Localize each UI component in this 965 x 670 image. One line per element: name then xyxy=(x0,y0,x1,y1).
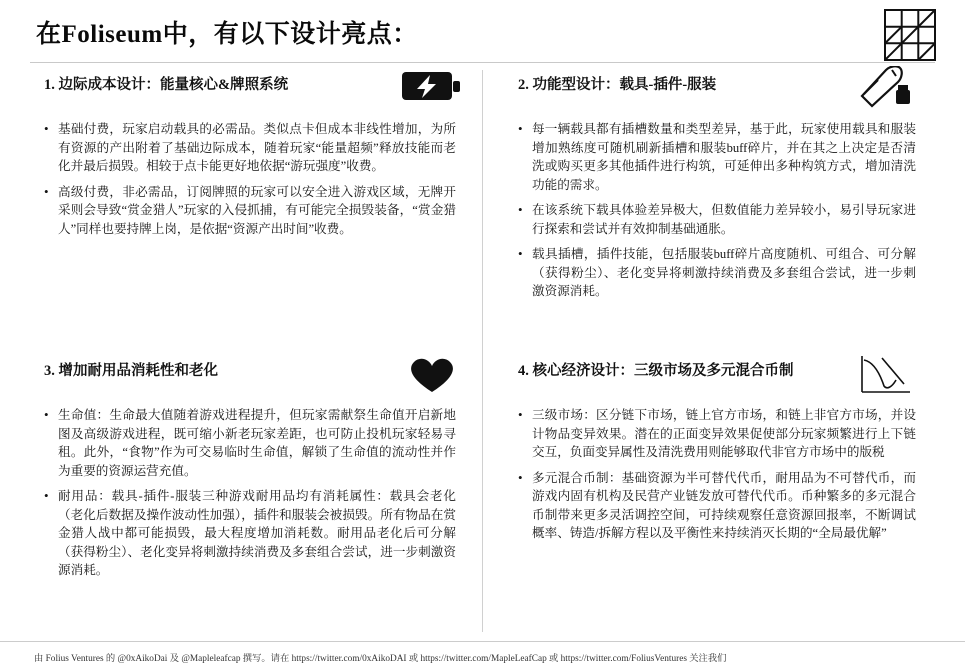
heart-icon xyxy=(400,352,464,404)
decay-curve-icon xyxy=(852,352,916,404)
section-3-points xyxy=(44,406,456,580)
section-4-number: 4. xyxy=(518,363,529,379)
title-divider xyxy=(30,62,935,63)
footer-credit: 由 Folius Ventures 的 @0xAikoDai 及 @Mapleleafcap 撰写。请在 https://twitter.com/0xAikoDAI 或 https://twitter.com/MapleLeafCap 或 https://twitter.com/FoliusVentures 关注我们 xyxy=(34,654,727,664)
section-2 xyxy=(482,66,934,352)
page-title: 在Foliseum中，有以下设计亮点： xyxy=(36,21,418,48)
list-item: • 生命值：生命最大值随着游戏进程提升，但玩家需献祭生命值开启新地图及高级游戏进程，既可缩小新老玩家差距，也可防止投机玩家轻易寻租。此外，“食物”作为可交易临时生命值，解锁了生命值的流动性并作为重要的资源运营充值。 xyxy=(44,406,456,480)
battery-charging-icon xyxy=(400,66,464,118)
list-item: • 在该系统下载具体验差异极大，但数值能力差异较小，易引导玩家进行探索和尝试并有效抑制基础通胀。 xyxy=(518,201,916,238)
section-1-heading xyxy=(44,76,392,96)
rocket-ink-icon xyxy=(852,66,916,118)
section-3-number: 3. xyxy=(44,363,55,379)
section-4 xyxy=(482,352,934,638)
section-2-heading xyxy=(518,76,844,96)
list-item: • 载具插槽，插件技能，包括服装buff碎片高度随机、可组合、可分解（获得粉尘）、老化变异将刺激持续消费及多套组合尝试，进一步刺激资源消耗。 xyxy=(518,245,916,301)
grid-logo-icon xyxy=(883,8,937,62)
highlights-grid xyxy=(30,66,935,638)
section-1-points xyxy=(44,120,456,238)
footer xyxy=(0,641,965,670)
section-1-title: 边际成本设计：能量核心&牌照系统 xyxy=(58,77,289,93)
section-3-title: 增加耐用品消耗性和老化 xyxy=(58,363,218,379)
list-item: • 三级市场：区分链下市场，链上官方市场，和链上非官方市场，并设计物品变异效果。潜在的正面变异效果促使部分玩家频繁进行上下链交互，负面变异属性及清洗费用则能够取代非官方市场中的版税 xyxy=(518,406,916,462)
section-2-title: 功能型设计：载具-插件-服装 xyxy=(532,77,717,93)
section-1 xyxy=(30,66,482,352)
section-2-points xyxy=(518,120,916,301)
list-item: • 高级付费，非必需品，订阅牌照的玩家可以安全进入游戏区域，无牌开采则会导致“赏金猎人”玩家的入侵抓捕，有可能完全损毁装备，“赏金猎人”同样也要持牌上岗，是依据“资源产出时间”收费。 xyxy=(44,183,456,239)
section-4-title: 核心经济设计：三级市场及多元混合币制 xyxy=(532,363,794,379)
list-item: • 耐用品：载具-插件-服装三种游戏耐用品均有消耗属性：载具会老化（老化后数据及操作波动性加强），插件和服装会被损毁。所有物品在赏金猎人战中都可能损毁，最大程度增加消耗数。耐用品老化后可分解（获得粉尘）、老化变异将刺激持续消费及多套组合尝试，进一步刺激资源消耗。 xyxy=(44,487,456,580)
section-1-number: 1. xyxy=(44,77,55,93)
list-item: • 基础付费，玩家启动载具的必需品。类似点卡但成本非线性增加，为所有资源的产出附着了基础边际成本，随着玩家“能量超频”释放技能而老化并最后损毁。相较于点卡能更好地依据“游玩强度”收费。 xyxy=(44,120,456,176)
section-2-number: 2. xyxy=(518,77,529,93)
section-4-heading xyxy=(518,362,844,382)
section-3 xyxy=(30,352,482,638)
section-3-heading xyxy=(44,362,392,382)
list-item: • 每一辆载具都有插槽数量和类型差异，基于此，玩家使用载具和服装增加熟练度可随机刷新插槽和服装buff碎片，并在其之上决定是否清洗或购买更多其他插件进行构筑，可延伸出多种构筑方式，增加清洗功能的需求。 xyxy=(518,120,916,194)
list-item: • 多元混合币制：基础资源为半可替代代币，耐用品为不可替代币，而游戏内固有机构及民营产业链发放可替代代币。币种繁多的多元混合币制带来更多灵活调控空间，可持续观察任意资源回报率，不断调试概率、铸造/拆解方程以及平衡性来持续消灭长期的“全局最优解” xyxy=(518,469,916,543)
section-4-points xyxy=(518,406,916,543)
